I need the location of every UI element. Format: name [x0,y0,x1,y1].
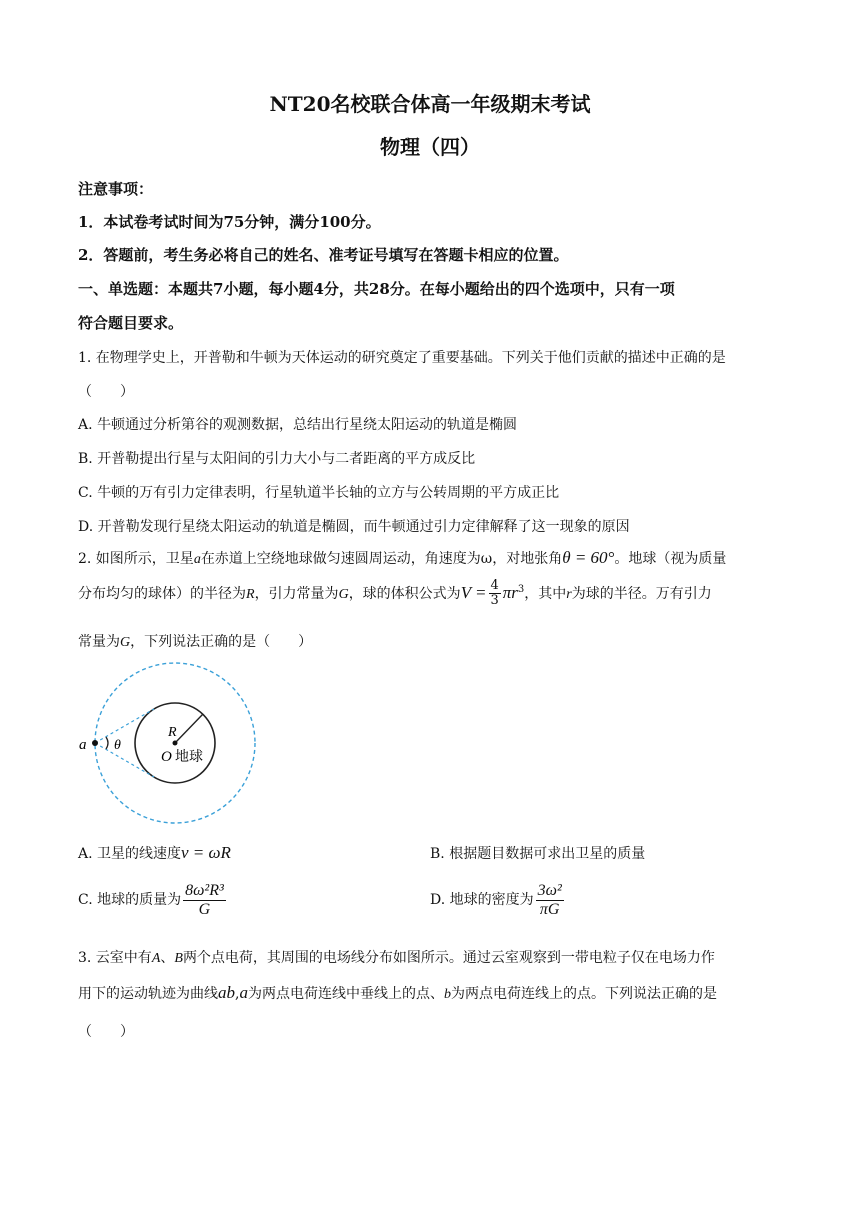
q3-stem-line3: （ ） [78,1024,134,1040]
q1-option-a: A. 牛顿通过分析第谷的观测数据，总结出行星绕太阳运动的轨道是椭圆 [78,417,518,433]
q2-stem-line3: 常量为G，下列说法正确的是（ ） [78,634,313,650]
tangent-line-lower [95,743,154,777]
center-dot [173,741,178,746]
section-heading-line2: 符合题目要求。 [78,314,184,332]
orbit-figure [70,660,270,830]
satellite-dot [92,740,98,746]
q1-option-c: C. 牛顿的万有引力定律表明，行星轨道半长轴的立方与公转周期的平方成正比 [78,485,560,501]
label-theta: θ [114,738,121,753]
label-O: O [161,749,172,765]
q1-stem-line2: （ ） [78,384,134,400]
q2-option-d: D. 地球的密度为 $\frac{\text{3ω²}}{\pi G}$ [430,882,562,918]
exam-title: NT20名校联合体高一年级期末考试 [269,92,591,116]
section-heading-line1: 一、单选题：本题共7小题，每小题4分，共28分。在每小题给出的四个选项中，只有一项 [78,280,675,298]
tangent-line-upper [95,709,154,743]
notice-item-2: 2．答题前，考生务必将自己的姓名、准考证号填写在答题卡相应的位置。 [78,246,569,264]
exam-subtitle: 物理（四） [380,135,480,159]
label-R: R [168,725,177,740]
notice-item-1: 1．本试卷考试时间为75分钟，满分100分。 [78,213,381,231]
q3-stem-line2: 用下的运动轨迹为曲线ab,a为两点电荷连线中垂线上的点、b为两点电荷连线上的点。下列说法正确的是 [78,983,717,1002]
q2-stem-line2: 分布均匀的球体）的半径为R，引力常量为G，球的体积公式为V = $\frac{4}{3}$ $\pi r^3$，其中r为球的半径。万有引力 [78,578,712,609]
label-earth: 地球 [175,749,203,765]
q1-stem-line1: 1. 在物理学史上，开普勒和牛顿为天体运动的研究奠定了重要基础。下列关于他们贡献的描述中正确的是 [78,350,726,366]
q2-stem-line1: 2. 如图所示，卫星a在赤道上空绕地球做匀速圆周运动，角速度为ω，对地张角θ = 60°。地球（视为质量 [78,548,727,567]
angle-arc [106,737,108,749]
q1-option-d: D. 开普勒发现行星绕太阳运动的轨道是椭圆，而牛顿通过引力定律解释了这一现象的原因 [78,519,630,535]
q2-option-a: A. 卫星的线速度v = ωR [78,843,231,862]
label-a: a [79,737,87,753]
q1-option-b: B. 开普勒提出行星与太阳间的引力大小与二者距离的平方成反比 [78,451,476,467]
q3-stem-line1: 3. 云室中有A、B两个点电荷，其周围的电场线分布如图所示。通过云室观察到一带电粒子仅在电场力作 [78,950,715,966]
notice-heading: 注意事项： [78,180,154,198]
radius-line [175,714,203,743]
q2-option-b: B. 根据题目数据可求出卫星的质量 [430,846,646,862]
q2-option-c: C. 地球的质量为 $\frac{\text{8ω²R³}}{G}$ [78,882,224,918]
